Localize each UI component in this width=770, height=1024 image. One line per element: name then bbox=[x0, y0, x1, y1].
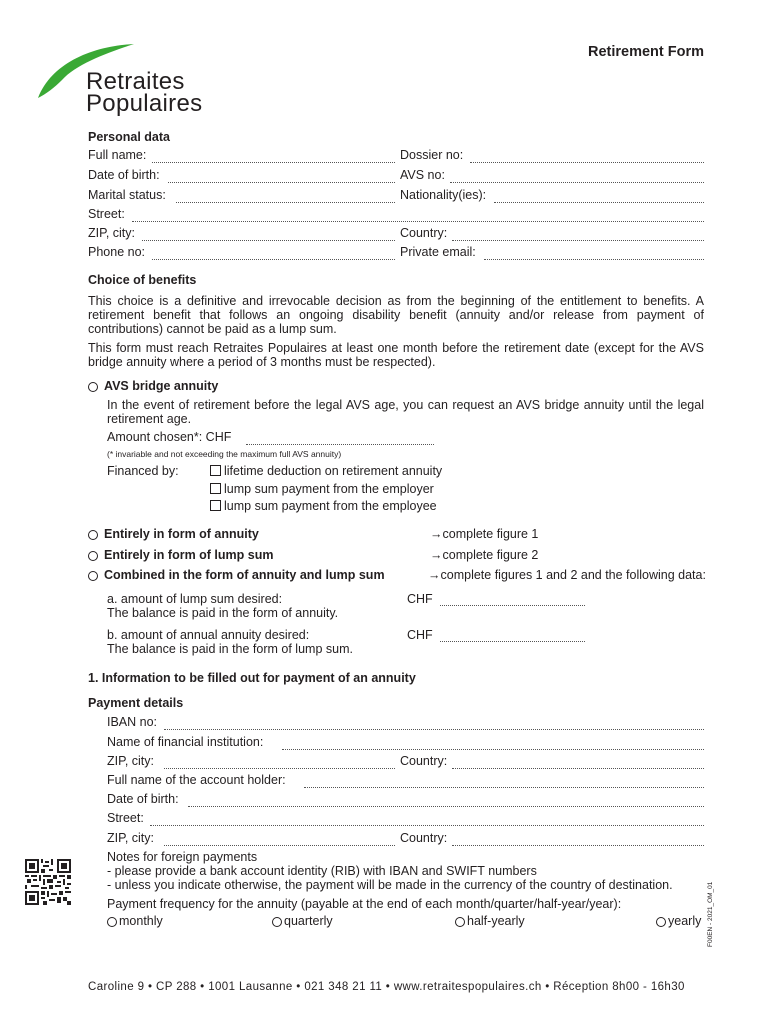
holder-zip-city-label: ZIP, city: bbox=[107, 831, 155, 845]
option-annuity[interactable]: Entirely in form of annuity bbox=[88, 527, 259, 541]
country-label: Country: bbox=[400, 226, 448, 240]
checkbox-employee-icon[interactable] bbox=[210, 500, 221, 511]
lump-chf-label: CHF bbox=[407, 592, 433, 606]
amount-note: (* invariable and not exceeding the maximum full AVS annuity) bbox=[107, 449, 342, 459]
nationality-field[interactable] bbox=[494, 202, 704, 203]
lump-chf-field[interactable] bbox=[440, 605, 585, 606]
holder-country-label: Country: bbox=[400, 831, 448, 845]
dossier-no-label: Dossier no: bbox=[400, 148, 464, 162]
checkbox-lifetime-icon[interactable] bbox=[210, 465, 221, 476]
email-field[interactable] bbox=[484, 259, 704, 260]
amount-chosen-label: Amount chosen*: CHF bbox=[107, 430, 232, 444]
avs-bridge-option[interactable]: AVS bridge annuity bbox=[88, 379, 218, 393]
logo-line2: Populaires bbox=[86, 90, 203, 117]
institution-label: Name of financial institution: bbox=[107, 735, 264, 749]
note-2: - unless you indicate otherwise, the payment will be made in the currency of the country of destination. bbox=[107, 878, 673, 892]
holder-country-field[interactable] bbox=[452, 845, 704, 846]
footer-address: Caroline 9 • CP 288 • 1001 Lausanne • 021 348 21 11 • www.retraitespopulaires.ch • Réception 8h00 - 16h30 bbox=[88, 981, 685, 993]
radio-halfyearly-icon[interactable] bbox=[455, 917, 465, 927]
radio-lump-sum-icon[interactable] bbox=[88, 551, 98, 561]
country-field[interactable] bbox=[452, 240, 704, 241]
fin-option-2[interactable]: lump sum payment from the employer bbox=[210, 482, 434, 496]
form-title: Retirement Form bbox=[587, 44, 704, 60]
marital-status-field[interactable] bbox=[176, 202, 395, 203]
holder-dob-label: Date of birth: bbox=[107, 792, 179, 806]
avs-bridge-text: In the event of retirement before the legal AVS age, you can request an AVS bridge annuity until the legal retirement age. bbox=[107, 398, 704, 426]
personal-heading: Personal data bbox=[88, 130, 170, 144]
freq-yearly-option[interactable]: yearly bbox=[656, 914, 701, 928]
checkbox-employer-icon[interactable] bbox=[210, 483, 221, 494]
zip-city-field[interactable] bbox=[142, 240, 395, 241]
benefits-heading: Choice of benefits bbox=[88, 273, 197, 287]
option-annuity-ref: →complete figure 1 bbox=[430, 527, 539, 541]
nationality-label: Nationality(ies): bbox=[400, 188, 487, 202]
freq-halfyearly-option[interactable]: half-yearly bbox=[455, 914, 525, 928]
logo-line1: Retraites bbox=[86, 68, 185, 95]
iban-label: IBAN no: bbox=[107, 715, 158, 729]
qr-code-icon bbox=[25, 859, 71, 905]
logo bbox=[34, 40, 224, 120]
pay-country-field[interactable] bbox=[452, 768, 704, 769]
radio-quarterly-icon[interactable] bbox=[272, 917, 282, 927]
avs-no-label: AVS no: bbox=[400, 168, 445, 182]
holder-street-field[interactable] bbox=[150, 825, 704, 826]
iban-field[interactable] bbox=[164, 729, 704, 730]
pay-zip-city-field[interactable] bbox=[164, 768, 395, 769]
zip-city-label: ZIP, city: bbox=[88, 226, 136, 240]
radio-avs-bridge-icon[interactable] bbox=[88, 382, 98, 392]
payment-heading: Payment details bbox=[88, 696, 184, 710]
phone-label: Phone no: bbox=[88, 245, 145, 259]
annuity-chf-label: CHF bbox=[407, 628, 433, 642]
holder-field[interactable] bbox=[304, 787, 704, 788]
financed-by-label: Financed by: bbox=[107, 464, 179, 478]
street-label: Street: bbox=[88, 207, 125, 221]
amount-chosen-field[interactable] bbox=[246, 444, 434, 445]
dob-field[interactable] bbox=[168, 182, 395, 183]
full-name-label: Full name: bbox=[88, 148, 147, 162]
option-combined-ref: →complete figures 1 and 2 and the following data: bbox=[428, 568, 706, 582]
freq-quarterly-option[interactable]: quarterly bbox=[272, 914, 333, 928]
phone-field[interactable] bbox=[152, 259, 395, 260]
radio-annuity-icon[interactable] bbox=[88, 530, 98, 540]
holder-label: Full name of the account holder: bbox=[107, 773, 286, 787]
annuity-desired-label: b. amount of annual annuity desired: bbox=[107, 628, 310, 642]
institution-field[interactable] bbox=[282, 749, 704, 750]
holder-street-label: Street: bbox=[107, 811, 144, 825]
full-name-field[interactable] bbox=[152, 162, 395, 163]
fin-option-1[interactable]: lifetime deduction on retirement annuity bbox=[210, 464, 442, 478]
notes-title: Notes for foreign payments bbox=[107, 850, 258, 864]
radio-monthly-icon[interactable] bbox=[107, 917, 117, 927]
holder-zip-city-field[interactable] bbox=[164, 845, 395, 846]
dossier-no-field[interactable] bbox=[470, 162, 704, 163]
side-code: F00EN - 2021_OM_01 bbox=[707, 881, 714, 947]
frequency-label: Payment frequency for the annuity (payable at the end of each month/quarter/half-year/year): bbox=[107, 897, 622, 911]
dob-label: Date of birth: bbox=[88, 168, 160, 182]
annuity-desired-note: The balance is paid in the form of lump sum. bbox=[107, 642, 353, 656]
annuity-chf-field[interactable] bbox=[440, 641, 585, 642]
option-lump-ref: →complete figure 2 bbox=[430, 548, 539, 562]
freq-monthly-option[interactable]: monthly bbox=[107, 914, 163, 928]
section1-heading: 1. Information to be filled out for payment of an annuity bbox=[88, 671, 416, 685]
holder-dob-field[interactable] bbox=[188, 806, 704, 807]
marital-status-label: Marital status: bbox=[88, 188, 166, 202]
option-combined[interactable]: Combined in the form of annuity and lump sum bbox=[88, 568, 385, 582]
option-lump-sum[interactable]: Entirely in form of lump sum bbox=[88, 548, 273, 562]
lump-desired-note: The balance is paid in the form of annuity. bbox=[107, 606, 339, 620]
avs-no-field[interactable] bbox=[450, 182, 704, 183]
street-field[interactable] bbox=[132, 221, 704, 222]
pay-country-label: Country: bbox=[400, 754, 448, 768]
lump-desired-label: a. amount of lump sum desired: bbox=[107, 592, 283, 606]
benefits-para1: This choice is a definitive and irrevocable decision as from the beginning of the entitlement to benefits. A retirement benefit that follows an ongoing disability benefit (annuity and/or release from payment of contributions) cannot be paid as a lump sum. bbox=[88, 294, 704, 336]
fin-option-3[interactable]: lump sum payment from the employee bbox=[210, 499, 437, 513]
email-label: Private email: bbox=[400, 245, 476, 259]
benefits-para2: This form must reach Retraites Populaires at least one month before the retirement date (except for the AVS bridge annuity where a period of 3 months must be respected). bbox=[88, 341, 704, 369]
note-1: - please provide a bank account identity (RIB) with IBAN and SWIFT numbers bbox=[107, 864, 537, 878]
radio-yearly-icon[interactable] bbox=[656, 917, 666, 927]
pay-zip-city-label: ZIP, city: bbox=[107, 754, 155, 768]
radio-combined-icon[interactable] bbox=[88, 571, 98, 581]
